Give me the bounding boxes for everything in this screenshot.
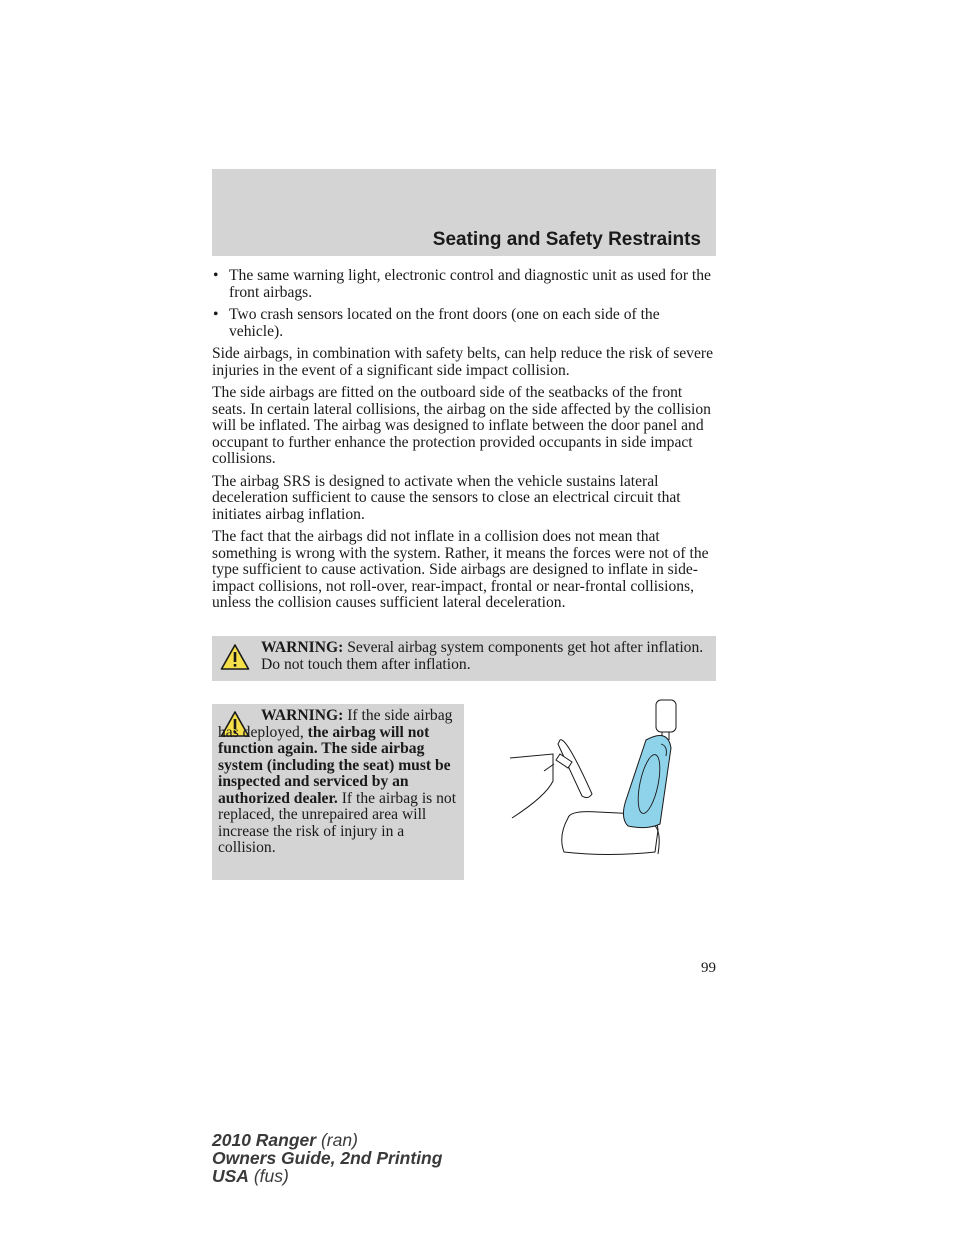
warning-triangle-icon [220,643,250,671]
warning-text: WARNING: If the side airbag has deployed, the airbag will not function again. The side airbag system (including the seat) must be inspected and serviced by an authorized dealer. If the airbag is not replaced, the unrepaired area will increase the risk of injury in a collision. [218,707,457,856]
side-airbag-seat-illustration [508,696,678,858]
warning-box-deployed-airbag [212,704,464,880]
warning-box-hot-components [212,636,716,681]
warning-text: WARNING: Several airbag system components get hot after inflation. Do not touch them after inflation. [261,639,704,673]
bullet-icon: • [213,306,219,323]
paragraph: The fact that the airbags did not inflate in a collision does not mean that something is wrong with the system. Rather, it means the forces were not of the type sufficient to cause activation. Side airbags are designed to inflate in side-impact collisions, not roll-over, rear-impact, frontal or near-frontal collisions, unless the collision causes sufficient lateral deceleration. [212,528,709,611]
paragraph: Side airbags, in combination with safety belts, can help reduce the risk of severe injuries in the event of a significant side impact collision. [212,345,714,379]
page-number: 99 [701,960,716,976]
warning-label: WARNING: [261,639,344,656]
footer-market-line: USA (fus) [212,1166,289,1186]
footer-edition: Owners Guide, 2nd Printing [212,1148,443,1168]
section-title: Seating and Safety Restraints [432,229,701,250]
body-text [212,268,716,618]
feature-list [212,268,716,340]
paragraph: The side airbags are fitted on the outboard side of the seatbacks of the front seats. In certain lateral collisions, the airbag on the side affected by the collision will be inflated. The airbag was designed to inflate between the door panel and occupant to further enhance the protection provided occupants in side impact collisions. [212,384,711,467]
paragraph: The airbag SRS is designed to activate when the vehicle sustains lateral deceleration sufficient to cause the sensors to close an electrical circuit that initiates airbag inflation. [212,472,681,523]
list-item: • Two crash sensors located on the front doors (one on each side of the vehicle). [213,306,660,340]
bullet-icon: • [213,267,219,284]
section-header-band [212,169,716,256]
footer-model-line: 2010 Ranger (ran) [212,1130,358,1150]
document-footer [212,1131,442,1185]
warning-label: WARNING: [261,707,344,724]
list-item: • The same warning light, electronic control and diagnostic unit as used for the front airbags. [213,267,711,301]
